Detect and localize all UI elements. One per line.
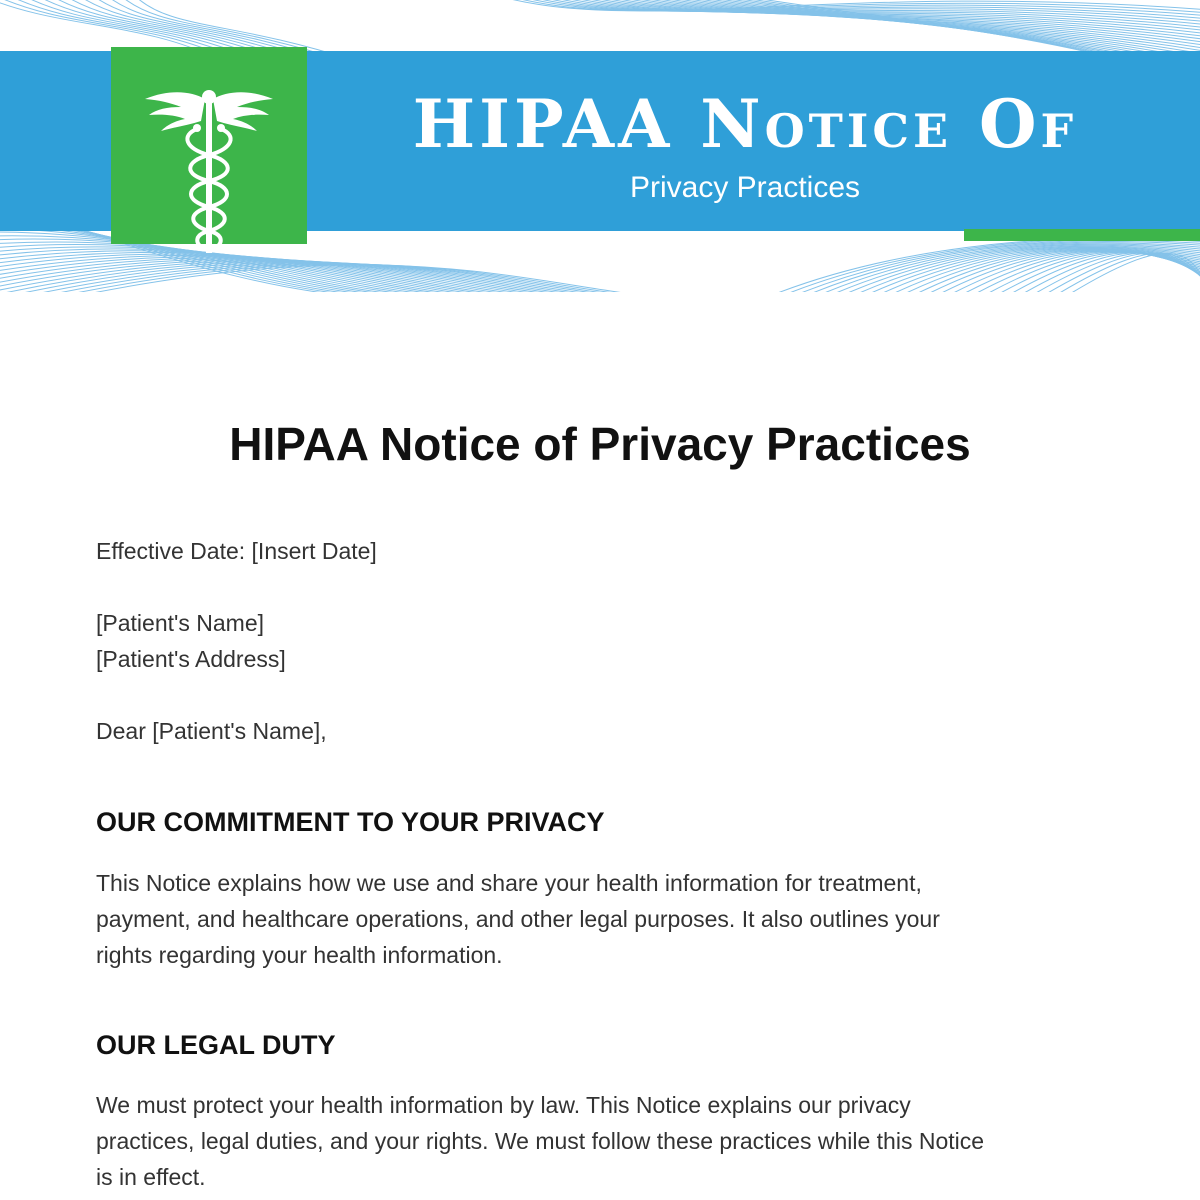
paragraph-line: This Notice explains how we use and share your health information for treatment, [96, 870, 922, 896]
paragraph-line: We must protect your health information by law. This Notice explains our privacy [96, 1092, 911, 1118]
header-subtitle: Privacy Practices [629, 171, 861, 204]
section-heading-commitment: OUR COMMITMENT TO YOUR PRIVACY [96, 807, 605, 837]
patient-name: [Patient's Name] [96, 610, 265, 636]
paragraph-line: practices, legal duties, and your rights. We must follow these practices while this Notice [96, 1128, 985, 1154]
section-paragraph-legal-duty [96, 1087, 1106, 1195]
header-banner [0, 0, 1200, 292]
paragraph-line: payment, and healthcare operations, and other legal purposes. It also outlines your [96, 906, 940, 932]
effective-date: Effective Date: [Insert Date] [96, 538, 377, 564]
header-title: HIPAA Notice Of [412, 85, 1078, 163]
patient-address: [Patient's Address] [96, 646, 286, 672]
paragraph-line: is in effect. [96, 1164, 206, 1190]
header-accent-bar [964, 229, 1200, 241]
caduceus-icon [141, 85, 277, 261]
section-heading-legal-duty: OUR LEGAL DUTY [96, 1030, 336, 1060]
salutation: Dear [Patient's Name], [96, 718, 327, 744]
paragraph-line: rights regarding your health information. [96, 942, 503, 968]
section-paragraph-commitment [96, 865, 1106, 973]
document-title: HIPAA Notice of Privacy Practices [229, 418, 971, 470]
logo-box [111, 47, 307, 244]
